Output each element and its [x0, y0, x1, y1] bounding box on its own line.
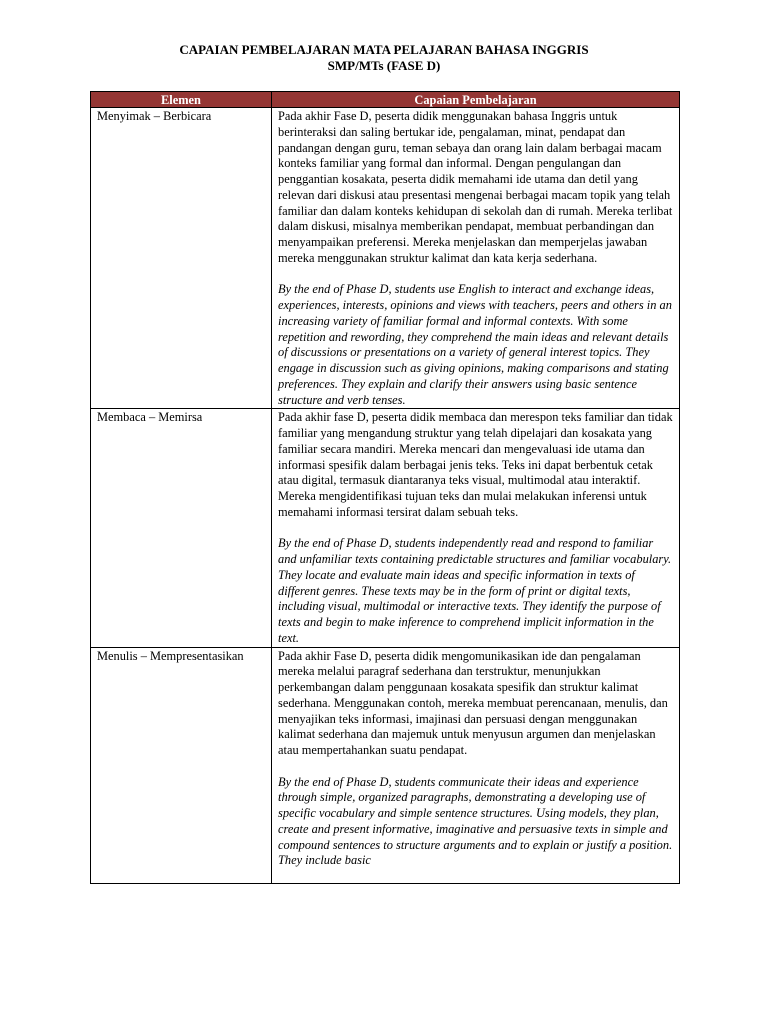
capaian-table: [90, 91, 680, 884]
document-title-line-2: SMP/MTs (FASE D): [327, 58, 441, 73]
row-elemen-cell: Membaca – Memirsa: [91, 409, 272, 647]
document-title-line-1: CAPAIAN PEMBELAJARAN MATA PELAJARAN BAHASA INGGRIS: [179, 42, 589, 57]
table-row: [91, 647, 680, 883]
row-capaian-cell: [272, 108, 680, 409]
capaian-english-text: By the end of Phase D, students use English to interact and exchange ideas, experiences, interests, opinions and views with teachers, peers and others in an increasing variety of familiar formal and informal contexts. With some repetition and rewording, they comprehend the main ideas and relevant details of discussions or presentations on a variety of general interest topics. They engage in discussion such as giving opinions, making comparisons and stating preferences. They explain and clarify their answers using basic sentence structure and verb tenses.: [278, 282, 672, 407]
table-row: [91, 409, 680, 647]
capaian-english-text: By the end of Phase D, students communicate their ideas and experience through simple, organized paragraphs, demonstrating a developing use of specific vocabulary and simple sentence structures. Using models, they plan, create and present informative, imaginative and persuasive texts in simple and compound sentences to structure arguments and to explain or justify a position. They include basic: [278, 774, 673, 868]
table-header-row: [91, 92, 680, 108]
row-capaian-cell: [272, 647, 680, 883]
capaian-text-clip: [278, 649, 673, 883]
capaian-indonesian-text: Pada akhir Fase D, peserta didik menggunakan bahasa Inggris untuk berinteraksi dan saling bertukar ide, pengalaman, minat, pendapat dan pandangan dengan guru, teman sebaya dan orang lain dalam berbagai macam konteks familiar yang formal dan informal. Dengan pengulangan dan penggantian kosakata, peserta didik memahami ide utama dan detil yang relevan dari diskusi atau presentasi mengenai berbagai macam topik yang telah familiar dan dalam konteks kehidupan di sekolah dan di rumah. Mereka terlibat dalam diskusi, misalnya memberikan pendapat, membuat perbandingan dan menyampaikan preferensi. Mereka menjelaskan dan memperjelas jawaban mereka menggunakan struktur kalimat dan kata kerja sederhana.: [278, 109, 673, 265]
header-elemen: Elemen: [91, 92, 272, 108]
header-capaian: Capaian Pembelajaran: [272, 92, 680, 108]
capaian-english-text: By the end of Phase D, students independently read and respond to familiar and unfamiliar texts containing predictable structures and familiar vocabulary. They locate and evaluate main ideas and specific information in texts of different genres. These texts may be in the form of print or digital texts, including visual, multimodal or interactive texts. They identify the purpose of texts and begin to make inference to comprehend implicit information in the text.: [278, 536, 672, 645]
row-elemen-cell: Menulis – Mempresentasikan: [91, 647, 272, 883]
row-capaian-cell: [272, 409, 680, 647]
capaian-indonesian-text: Pada akhir fase D, peserta didik membaca dan merespon teks familiar dan tidak familiar yang mengandung struktur yang telah dipelajari dan kosakata yang familiar secara mandiri. Mereka mencari dan mengevaluasi ide utama dan informasi spesifik dalam berbagai jenis teks. Teks ini dapat berbentuk cetak atau digital, termasuk diantaranya teks visual, multimodal atau interaktif. Mereka mengidentifikasi tujuan teks dan mulai melakukan inferensi untuk memahami informasi tersirat dalam sebuah teks.: [278, 410, 673, 519]
table-row: [91, 108, 680, 409]
capaian-indonesian-text: Pada akhir Fase D, peserta didik mengomunikasikan ide dan pengalaman mereka melalui paragraf sederhana dan terstruktur, menunjukkan perkembangan dalam penggunaan kosakata spesifik dan struktur kalimat sederhana. Menggunakan contoh, mereka membuat perencanaan, menulis, dan menyajikan teks informasi, imajinasi dan persuasi dengan menggunakan kalimat sederhana dan majemuk untuk menyusun argumen dan menjelaskan atau mempertahankan suatu pendapat.: [278, 648, 668, 757]
row-elemen-cell: Menyimak – Berbicara: [91, 108, 272, 409]
document-title: [0, 42, 768, 74]
